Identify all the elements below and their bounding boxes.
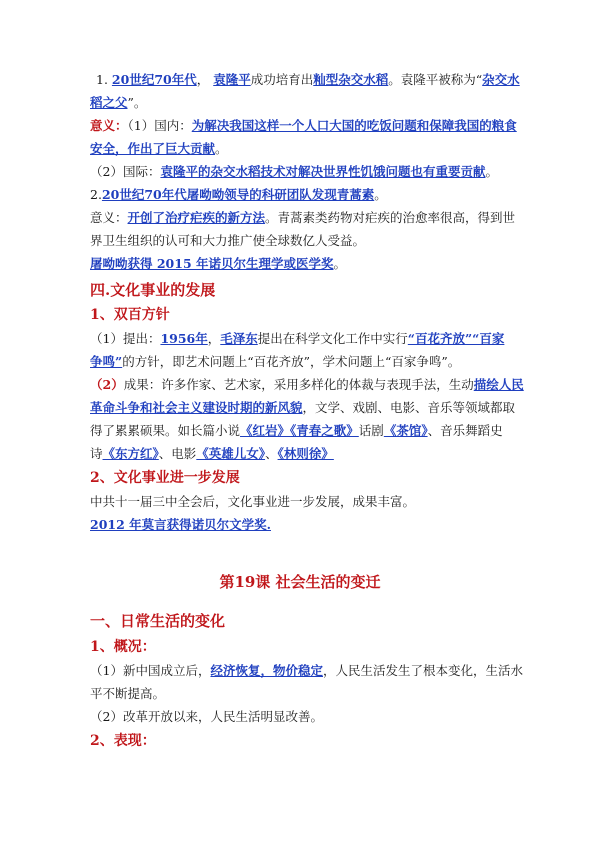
lesson-title: 第19课 社会生活的变迁	[219, 573, 381, 591]
overview-bold: 经济恢复，物价稳定	[210, 663, 323, 678]
subheading-overview: 1、概况：	[90, 639, 156, 655]
text: 诗	[90, 446, 103, 461]
text: 话剧	[358, 423, 384, 438]
paragraph-rice-1	[96, 70, 526, 90]
title-text: 稻之父	[90, 95, 128, 110]
development-text: 中共十一届三中全会后，文化事业进一步发展，成果丰富。	[90, 494, 416, 509]
text: 提出在科学文化工作中实行	[257, 331, 408, 346]
item-number: 2.	[90, 187, 102, 202]
result-line-2	[90, 398, 520, 418]
result-bold: 描绘人民	[473, 377, 524, 392]
text: （1）提出：	[90, 331, 161, 346]
text: （1）新中国成立后，	[90, 663, 211, 678]
text: 成果：	[123, 377, 162, 392]
work-title: 《东方红》	[102, 446, 159, 461]
result-line-3	[90, 421, 520, 441]
significance-intl	[90, 162, 520, 182]
proposal-line-2	[90, 352, 520, 372]
result-number: （2）	[90, 377, 124, 392]
result-bold: 革命斗争和社会主义建设时期的新风貌	[90, 400, 303, 415]
text: （1）国内：	[127, 118, 192, 133]
domestic-text: 为解决我国这样一个人口大国的吃饭问题和保障我国的粮食	[191, 118, 517, 133]
domestic-text: 安全，作出了巨大贡献	[90, 141, 216, 156]
punct: ，	[207, 331, 221, 346]
section-heading-culture: 四.文化事业的发展	[90, 281, 216, 299]
work-title: 《红岩》	[240, 423, 291, 438]
text: 。青蒿素类药物对疟疾的治愈率很高，得到世	[265, 210, 516, 225]
significance-label: 意义：	[90, 210, 128, 225]
overview-line-3: （2）改革开放以来，人民生活明显改善。	[90, 709, 323, 724]
text: ，人民生活发生了根本变化，生活水	[322, 663, 523, 678]
work-title: 《茶馆》	[383, 423, 428, 438]
year-text: 1956年	[160, 331, 208, 346]
paragraph-rice-2	[90, 93, 520, 113]
significance-text: 开创了治疗疟疾的新方法	[127, 210, 266, 225]
paragraph-tu-3	[90, 231, 520, 251]
intl-text: 袁隆平的杂交水稻技术对解决世界性饥饿问题也有重要贡献	[160, 164, 486, 179]
punct: ”。	[127, 95, 147, 110]
title-text: 杂交水	[482, 72, 520, 87]
punct: 。	[374, 187, 387, 202]
person-yuan: 袁隆平	[213, 72, 251, 87]
result-line-4	[90, 444, 520, 464]
era-text: 20世纪70年代	[111, 72, 197, 87]
award-text: 屠呦呦获得 2015 年诺贝尔生理学或医学奖	[90, 256, 334, 271]
text: 界卫生组织的认可和大力推广使全球数亿人受益。	[90, 233, 366, 248]
nobel-literature: 2012 年莫言获得诺贝尔文学奖.	[90, 517, 271, 532]
work-title: 《青春之歌》	[290, 423, 359, 438]
proposal-line-1	[90, 329, 520, 349]
item-number: 1.	[96, 72, 108, 87]
text: 得了累累硕果。如长篇小说	[90, 423, 241, 438]
text: 、电影	[158, 446, 197, 461]
paragraph-tu-2	[90, 208, 520, 228]
person-mao: 毛泽东	[220, 331, 258, 346]
work-title: 《林则徐》	[277, 446, 334, 461]
text: （2）国际：	[90, 164, 161, 179]
punct: 。	[215, 141, 228, 156]
punct: 。	[485, 164, 498, 179]
overview-line-1	[90, 661, 523, 681]
work-title: 《英雄儿女》	[196, 446, 266, 461]
punct: 、	[265, 446, 278, 461]
significance-label: 意义：	[90, 118, 128, 133]
result-line-1	[90, 375, 524, 395]
subheading-manifestation: 2、表现：	[90, 733, 156, 749]
text: ，文学、戏剧、电影、音乐等领域都取	[302, 400, 516, 415]
overview-line-2: 平不断提高。	[90, 686, 166, 701]
paragraph-tu-4	[90, 254, 520, 274]
tu-text: 20世纪70年代屠呦呦领导的科研团队发现青蒿素	[101, 187, 375, 202]
text: 许多作家、艺术家，采用多样化的体裁与表现手法，生动	[161, 377, 474, 392]
achievement-text: 籼型杂交水稻	[313, 72, 389, 87]
subheading-further-development: 2、文化事业进一步发展	[90, 470, 240, 486]
text: 的方针，即艺术问题上“百花齐放”，学术问题上“百家争鸣”。	[122, 354, 461, 369]
text: 成功培育出	[250, 72, 314, 87]
policy-text: “百花齐放”“百家	[407, 331, 505, 346]
text: 、音乐舞蹈史	[427, 423, 503, 438]
policy-text: 争鸣”	[90, 354, 123, 369]
punct: 。	[333, 256, 347, 271]
section-heading-daily-life: 一、日常生活的变化	[90, 612, 226, 630]
text: 。袁隆平被称为“	[388, 72, 483, 87]
significance-domestic-2	[90, 139, 520, 159]
subheading-double-hundred: 1、双百方针	[90, 307, 170, 323]
paragraph-tu-1	[90, 185, 520, 205]
punct: ，	[196, 72, 210, 87]
significance-domestic	[90, 116, 520, 136]
